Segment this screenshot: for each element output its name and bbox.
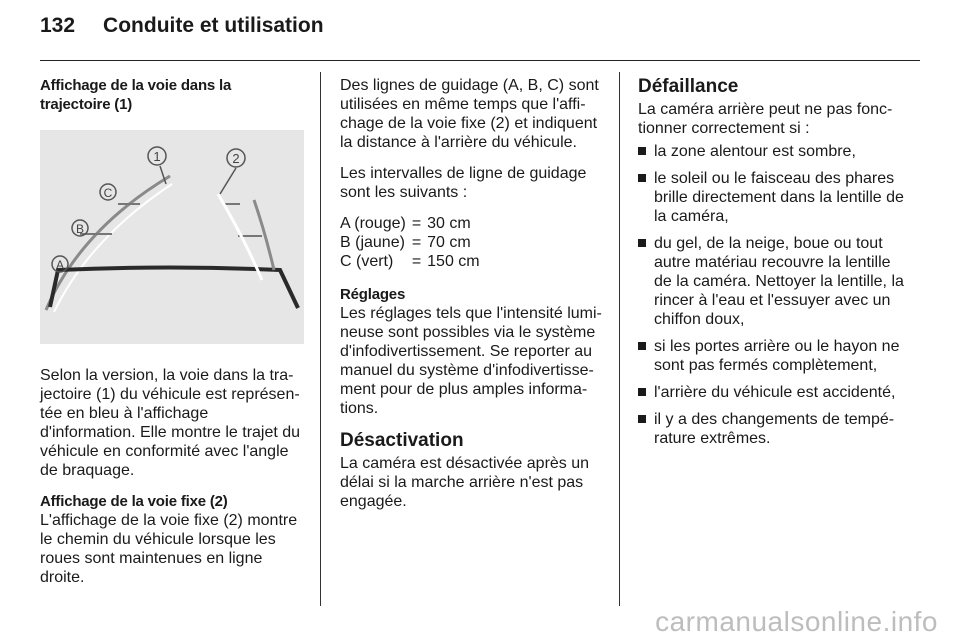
list-item: il y a des changements de tempé-rature extrêmes. [638,410,904,448]
callout-2: 2 [232,151,240,166]
list-item: l'arrière du véhicule est accidenté, [638,383,904,402]
section-heading-trajectory: Affichage de la voie dans la trajectoire (1) [40,77,232,113]
column-divider [320,72,321,606]
trajectory-paragraph: Selon la version, la voie dans la tra-jectoire (1) du véhicule est représen-tée en bleu à l'affichage d'information. Elle montre le trajet du véhicule en conformité avec l'angle de braquage. [40,367,301,479]
watermark: carmanualsonline.info [655,606,938,637]
rear-camera-figure [40,130,304,344]
header-rule [40,60,920,61]
interval-label: B (jaune) [340,234,405,251]
settings-heading: Réglages [340,286,406,303]
table-row [340,233,484,252]
table-row [340,214,484,233]
column-2 [340,76,606,523]
section-heading-fixed-lane: Affichage de la voie fixe (2) [40,493,228,510]
failure-list [638,142,904,448]
column-1 [40,76,304,599]
interval-value: 70 cm [427,234,471,251]
interval-label: C (vert) [340,253,394,270]
settings-paragraph: Les réglages tels que l'intensité lumi-neuse sont possibles via le système d'infodivertissement. Se reporter au manuel du système d'infodivertisse-ment pour de plus amples informa-tions. [340,305,602,417]
list-item: la zone alentour est sombre, [638,142,904,161]
guidance-lines-paragraph: Des lignes de guidage (A, B, C) sont utilisées en même temps que l'affi-chage de la voie fixe (2) et indiquent la distance à l'arrière du véhicule. [340,77,599,151]
column-divider [619,72,620,606]
failure-heading: Défaillance [638,76,739,97]
interval-table [340,214,484,271]
fixed-lane-paragraph: L'affichage de la voie fixe (2) montre le chemin du véhicule lorsque les roues sont maintenues en ligne droite. [40,512,298,586]
guidance-lines-illustration [40,130,304,344]
interval-label: A (rouge) [340,215,406,232]
page-header [40,14,920,38]
list-item: le soleil ou le faisceau des phares brille directement dans la lentille de la caméra, [638,169,904,226]
interval-value: 150 cm [427,253,480,270]
list-item: du gel, de la neige, boue ou tout autre matériau recouvre la lentille de la caméra. Nettoyer la lentille, la rincer à l'eau et l'essuyer avec un chiffon doux, [638,234,904,329]
callout-b: B [75,222,85,236]
interval-eq: = [411,215,422,232]
intervals-intro: Les intervalles de ligne de guidage sont les suivants : [340,165,587,201]
deactivation-heading: Désactivation [340,430,464,451]
list-item: si les portes arrière ou le hayon ne sont pas fermés complètement, [638,337,904,375]
page-title: Conduite et utilisation [103,14,324,37]
interval-eq: = [411,234,422,251]
callout-a: A [55,258,65,272]
column-3 [638,76,904,456]
table-row [340,252,484,271]
page-number: 132 [40,14,76,37]
callout-1: 1 [153,149,161,164]
callout-c: C [103,186,113,200]
deactivation-paragraph: La caméra est désactivée après un délai si la marche arrière n'est pas engagée. [340,455,590,510]
interval-eq: = [411,253,422,270]
interval-value: 30 cm [427,215,471,232]
failure-intro: La caméra arrière peut ne pas fonc-tionner correctement si : [638,101,893,137]
